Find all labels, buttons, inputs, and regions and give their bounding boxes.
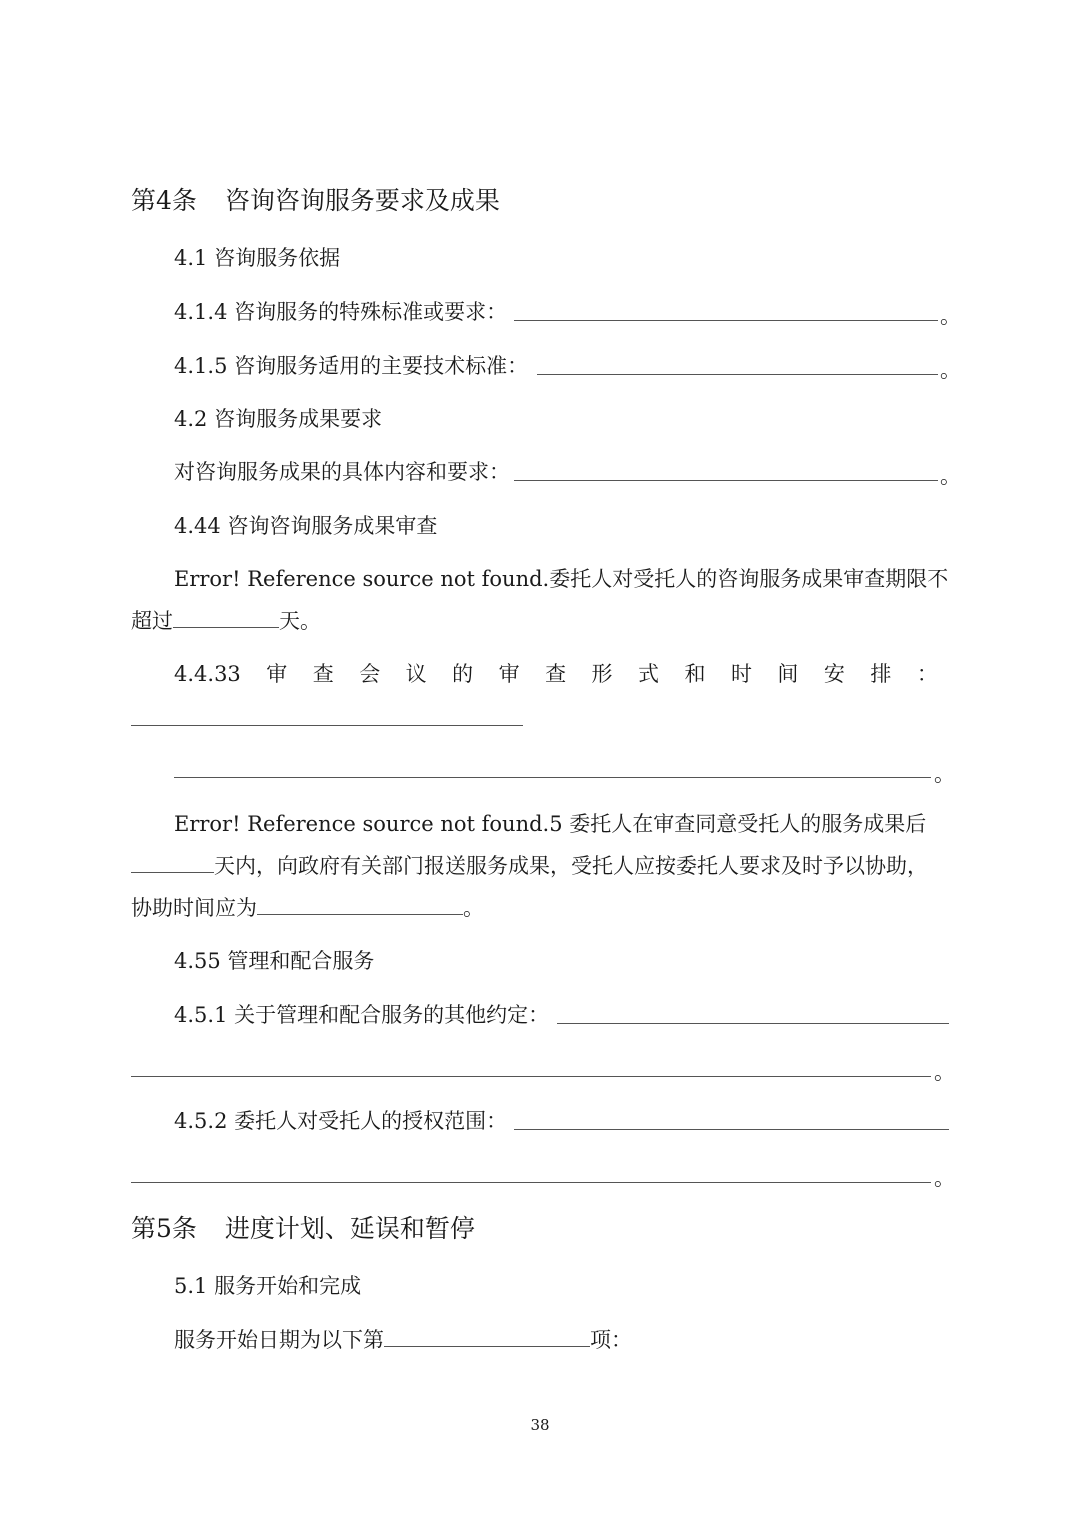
clause-label: 4.1.5 咨询服务适用的主要技术标准：	[174, 354, 529, 378]
clause-label: 4.5.1 关于管理和配合服务的其他约定：	[174, 1003, 550, 1027]
text-suffix: 项：	[590, 1328, 632, 1352]
fill-blank-4-1-4[interactable]	[514, 320, 938, 321]
section-4-1-heading: 4.1 咨询服务依据	[174, 246, 341, 270]
clause-4-5-1	[174, 1001, 549, 1029]
text-suffix: 天。	[279, 609, 321, 633]
spaced-char: 间	[777, 662, 799, 686]
submission-line-2	[131, 852, 928, 880]
fill-blank-4-1-5[interactable]	[537, 374, 938, 375]
spaced-char: 排	[870, 662, 892, 686]
text-body: 天内，向政府有关部门报送服务成果，受托人应按委托人要求及时予以协助，	[214, 854, 928, 878]
start-date-clause	[174, 1326, 632, 1354]
text-prefix: 超过	[131, 609, 173, 633]
text-suffix: 。	[463, 896, 484, 920]
text-prefix: 服务开始日期为以下第	[174, 1328, 384, 1352]
spaced-char: 审	[266, 662, 288, 686]
spaced-char: 会	[359, 662, 381, 686]
clause-end-punct: 。	[940, 358, 961, 382]
section-5-1-heading: 5.1 服务开始和完成	[174, 1274, 362, 1298]
spaced-char: 式	[638, 662, 660, 686]
clause-4-4-33	[174, 660, 938, 688]
submission-line-1: Error! Reference source not found.5 委托人在审查同意受托人的服务成果后	[174, 812, 927, 836]
fill-blank-4-5-2-a[interactable]	[514, 1129, 949, 1130]
fill-blank-4-5-2-b[interactable]	[131, 1182, 931, 1183]
clause-4-1-5	[174, 352, 528, 380]
article-number: 第5条	[131, 1214, 197, 1243]
fill-blank-4-5-1-b[interactable]	[131, 1076, 931, 1077]
clause-end-punct: 。	[934, 762, 955, 786]
spaced-char: 时	[730, 662, 752, 686]
clause-end-punct: 。	[934, 1060, 955, 1084]
clause-4-1-4	[174, 298, 507, 326]
spaced-char: 和	[684, 662, 706, 686]
text-prefix: 协助时间应为	[131, 896, 257, 920]
fill-blank-start-item[interactable]	[384, 1328, 590, 1347]
section-4-2-heading: 4.2 咨询服务成果要求	[174, 407, 383, 431]
clause-end-punct: 。	[940, 304, 961, 328]
review-period-line-2	[131, 607, 321, 635]
clause-4-5-2	[174, 1107, 507, 1135]
fill-blank-4-4-33-b[interactable]	[174, 777, 931, 778]
spaced-char: 的	[452, 662, 474, 686]
spaced-char: 查	[312, 662, 334, 686]
page-number: 38	[530, 1416, 550, 1434]
article-4-heading	[131, 184, 500, 218]
article-title: 进度计划、延误和暂停	[224, 1214, 475, 1243]
submission-line-3	[131, 894, 484, 922]
fill-blank-4-5-1-a[interactable]	[557, 1023, 949, 1024]
clause-number: 4.4.33	[174, 662, 241, 686]
clause-label: 4.1.4 咨询服务的特殊标准或要求：	[174, 300, 508, 324]
article-title: 咨询咨询服务要求及成果	[224, 186, 500, 215]
clause-4-2-requirements	[174, 458, 510, 486]
clause-end-punct: 。	[940, 464, 961, 488]
fill-blank-4-2[interactable]	[514, 480, 938, 481]
fill-blank-assist-time[interactable]	[257, 896, 463, 915]
fill-blank-submit-days[interactable]	[131, 854, 214, 873]
clause-end-punct: 。	[934, 1166, 955, 1190]
spaced-char: 审	[498, 662, 520, 686]
article-number: 第4条	[131, 186, 197, 215]
spaced-char: ：	[916, 662, 938, 686]
spaced-char: 形	[591, 662, 613, 686]
section-4-55-heading: 4.55 管理和配合服务	[174, 949, 375, 973]
fill-blank-days[interactable]	[173, 609, 279, 628]
spaced-char: 查	[545, 662, 567, 686]
article-5-heading	[131, 1212, 475, 1246]
clause-label: 对咨询服务成果的具体内容和要求：	[174, 460, 510, 484]
section-4-44-heading: 4.44 咨询咨询服务成果审查	[174, 514, 438, 538]
fill-blank-4-4-33-a[interactable]	[131, 725, 523, 726]
spaced-char: 安	[823, 662, 845, 686]
review-period-line-1: Error! Reference source not found.委托人对受托人的咨询服务成果审查期限不	[174, 567, 949, 591]
clause-label: 4.5.2 委托人对受托人的授权范围：	[174, 1109, 508, 1133]
spaced-char: 议	[405, 662, 427, 686]
